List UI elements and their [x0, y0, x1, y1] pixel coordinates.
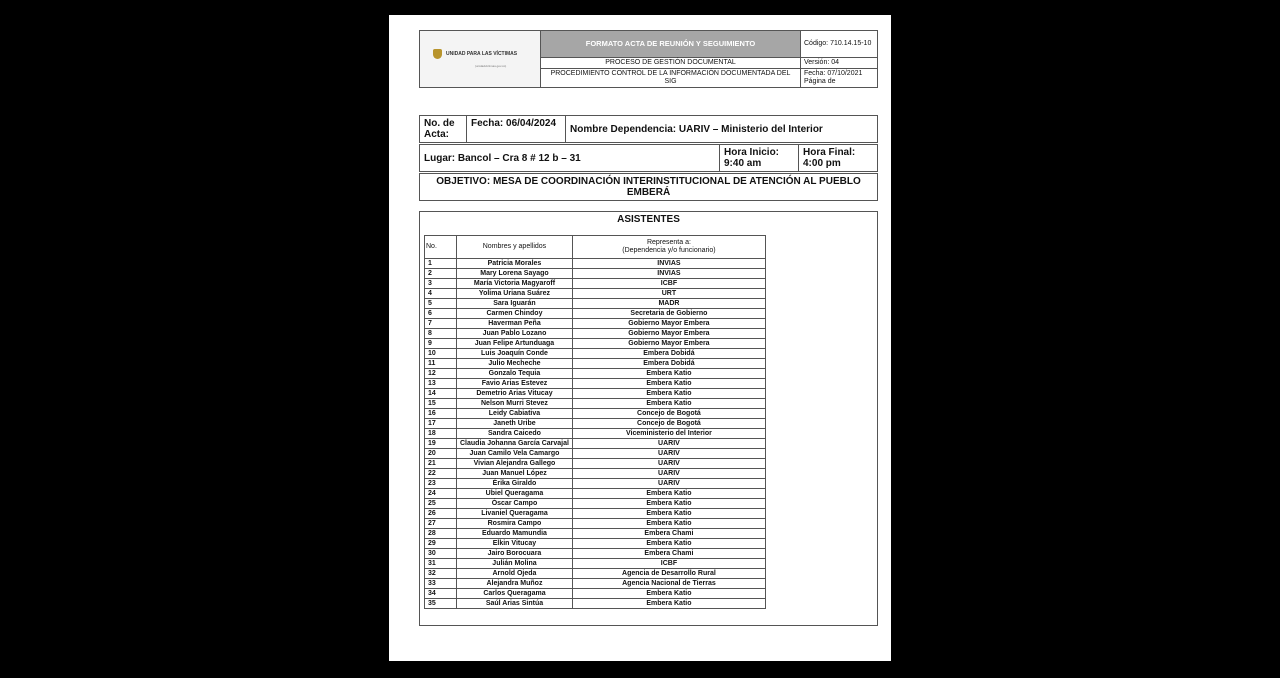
attendee-number: 7: [425, 319, 457, 329]
attendee-name: Carlos Queragama: [457, 589, 573, 599]
attendee-name: Juan Pablo Lozano: [457, 329, 573, 339]
page-number: Página de: [804, 78, 836, 85]
table-row: [425, 479, 766, 489]
attendee-name: Érika Giraldo: [457, 479, 573, 489]
attendee-name: Demetrio Arias Vitucay: [457, 389, 573, 399]
table-row: [425, 429, 766, 439]
attendee-name: Alejandra Muñoz: [457, 579, 573, 589]
attendee-represents: UARIV: [572, 459, 765, 469]
table-row: [425, 279, 766, 289]
table-row: [425, 409, 766, 419]
attendee-number: 31: [425, 559, 457, 569]
attendee-number: 27: [425, 519, 457, 529]
document-header: [419, 30, 878, 94]
attendee-number: 9: [425, 339, 457, 349]
attendee-name: Yolima Uriana Suárez: [457, 289, 573, 299]
attendee-number: 8: [425, 329, 457, 339]
attendee-represents: Embera Chami: [572, 529, 765, 539]
table-row: [425, 489, 766, 499]
form-date-page: [801, 69, 878, 88]
attendee-name: Claudia Johanna García Carvajal: [457, 439, 573, 449]
attendee-number: 14: [425, 389, 457, 399]
attendee-name: Eduardo Mamundia: [457, 529, 573, 539]
table-row: [425, 539, 766, 549]
attendee-represents: URT: [572, 289, 765, 299]
attendees-section: [419, 211, 878, 626]
attendee-represents: UARIV: [572, 449, 765, 459]
logo-subtext: (unidadvictimas.gov.co): [475, 63, 507, 68]
attendee-number: 30: [425, 549, 457, 559]
attendee-represents: Gobierno Mayor Embera: [572, 329, 765, 339]
attendee-number: 15: [425, 399, 457, 409]
table-row: [425, 299, 766, 309]
form-title: FORMATO ACTA DE REUNIÓN Y SEGUIMIENTO: [541, 31, 801, 58]
attendee-represents: Agencia Nacional de Tierras: [572, 579, 765, 589]
attendee-number: 13: [425, 379, 457, 389]
table-row: [425, 549, 766, 559]
table-row: [425, 579, 766, 589]
attendee-number: 23: [425, 479, 457, 489]
table-row: [425, 519, 766, 529]
procedure-name: PROCEDIMIENTO CONTROL DE LA INFORMACIÓN DOCUMENTADA DEL SIG: [541, 69, 801, 88]
attendee-name: Saúl Arias Sintúa: [457, 599, 573, 609]
col-represents-header: [572, 236, 765, 259]
attendee-name: Arnold Ojeda: [457, 569, 573, 579]
attendee-represents: Gobierno Mayor Embera: [572, 319, 765, 329]
attendee-number: 34: [425, 589, 457, 599]
attendee-name: Juan Felipe Artunduaga: [457, 339, 573, 349]
attendees-title: ASISTENTES: [617, 214, 680, 225]
attendee-name: Ubiel Queragama: [457, 489, 573, 499]
table-row: [425, 319, 766, 329]
attendee-name: Julián Molina: [457, 559, 573, 569]
attendee-number: 20: [425, 449, 457, 459]
table-row: [425, 419, 766, 429]
attendee-name: Jairo Borocuara: [457, 549, 573, 559]
form-date: Fecha: 07/10/2021: [804, 70, 863, 77]
table-row: [425, 359, 766, 369]
attendee-name: Juan Camilo Vela Camargo: [457, 449, 573, 459]
attendee-represents: Secretaria de Gobierno: [572, 309, 765, 319]
acta-number: No. de Acta:: [420, 116, 467, 143]
attendee-number: 11: [425, 359, 457, 369]
attendee-name: Carmen Chindoy: [457, 309, 573, 319]
attendee-number: 4: [425, 289, 457, 299]
form-version: Versión: 04: [801, 58, 878, 69]
col-number-header: No.: [425, 236, 457, 259]
attendee-represents: Embera Katio: [572, 389, 765, 399]
attendee-name: Janeth Uribe: [457, 419, 573, 429]
table-row: [425, 459, 766, 469]
attendee-name: Elkin Vitucay: [457, 539, 573, 549]
attendee-represents: UARIV: [572, 439, 765, 449]
col-represents-label: Representa a:: [646, 239, 691, 246]
attendee-number: 24: [425, 489, 457, 499]
attendee-represents: INVIAS: [572, 269, 765, 279]
attendee-number: 17: [425, 419, 457, 429]
attendee-name: Haverman Peña: [457, 319, 573, 329]
attendee-number: 6: [425, 309, 457, 319]
acta-info: [419, 115, 878, 172]
attendee-name: Livaniel Queragama: [457, 509, 573, 519]
table-row: [425, 289, 766, 299]
attendee-represents: Embera Dobidá: [572, 349, 765, 359]
attendee-name: Sara Iguarán: [457, 299, 573, 309]
attendee-name: Juan Manuel López: [457, 469, 573, 479]
attendee-represents: Embera Chami: [572, 549, 765, 559]
attendee-number: 32: [425, 569, 457, 579]
table-row: [425, 449, 766, 459]
attendee-represents: ICBF: [572, 279, 765, 289]
logo-text: UNIDAD PARA LAS VÍCTIMAS: [446, 50, 518, 57]
attendee-represents: Agencia de Desarrollo Rural: [572, 569, 765, 579]
attendee-represents: ICBF: [572, 559, 765, 569]
table-row: [425, 329, 766, 339]
end-time: Hora Final: 4:00 pm: [799, 145, 878, 172]
form-code: Código: 710.14.15-10: [801, 31, 878, 58]
table-row: [425, 439, 766, 449]
process-name: PROCESO DE GESTIÓN DOCUMENTAL: [541, 58, 801, 69]
col-name-header: Nombres y apellidos: [457, 236, 573, 259]
table-row: [425, 499, 766, 509]
attendee-represents: Gobierno Mayor Embera: [572, 339, 765, 349]
attendee-number: 25: [425, 499, 457, 509]
attendee-number: 22: [425, 469, 457, 479]
attendee-number: 1: [425, 259, 457, 269]
table-row: [425, 559, 766, 569]
attendee-name: Julio Mecheche: [457, 359, 573, 369]
attendee-represents: Embera Katio: [572, 539, 765, 549]
table-row: [425, 269, 766, 279]
attendee-number: 3: [425, 279, 457, 289]
attendee-represents: Embera Katio: [572, 519, 765, 529]
table-row: [425, 309, 766, 319]
table-row: [425, 509, 766, 519]
attendee-name: Patricia Morales: [457, 259, 573, 269]
attendees-table: [424, 235, 766, 609]
attendee-represents: UARIV: [572, 479, 765, 489]
attendee-name: María Victoria Magyaroff: [457, 279, 573, 289]
attendee-represents: Embera Katio: [572, 399, 765, 409]
attendee-number: 16: [425, 409, 457, 419]
meeting-objective: OBJETIVO: MESA DE COORDINACIÓN INTERINSTITUCIONAL DE ATENCIÓN AL PUEBLO EMBERÁ: [419, 173, 878, 201]
table-row: [425, 259, 766, 269]
attendee-number: 19: [425, 439, 457, 449]
attendee-name: Favio Arias Estevez: [457, 379, 573, 389]
attendee-number: 26: [425, 509, 457, 519]
attendee-number: 12: [425, 369, 457, 379]
attendee-number: 33: [425, 579, 457, 589]
table-row: [425, 599, 766, 609]
attendee-name: Óscar Campo: [457, 499, 573, 509]
attendee-represents: Embera Katio: [572, 509, 765, 519]
table-row: [425, 349, 766, 359]
document-page: [389, 15, 891, 661]
attendee-name: Luis Joaquín Conde: [457, 349, 573, 359]
attendee-represents: Embera Dobidá: [572, 359, 765, 369]
attendee-represents: Embera Katio: [572, 379, 765, 389]
attendee-represents: Embera Katio: [572, 499, 765, 509]
attendee-name: Leidy Cabiativa: [457, 409, 573, 419]
table-row: [425, 469, 766, 479]
attendee-number: 10: [425, 349, 457, 359]
coat-of-arms-icon: [433, 49, 442, 59]
table-row: [425, 569, 766, 579]
attendee-represents: Concejo de Bogotá: [572, 409, 765, 419]
table-row: [425, 589, 766, 599]
attendee-represents: Embera Katio: [572, 599, 765, 609]
attendee-name: Rosmira Campo: [457, 519, 573, 529]
attendee-name: Sandra Caicedo: [457, 429, 573, 439]
attendee-number: 5: [425, 299, 457, 309]
acta-date: Fecha: 06/04/2024: [467, 116, 566, 143]
attendee-represents: Embera Katio: [572, 369, 765, 379]
meeting-place: Lugar: Bancol – Cra 8 # 12 b – 31: [420, 145, 720, 172]
attendee-number: 21: [425, 459, 457, 469]
attendee-number: 2: [425, 269, 457, 279]
table-row: [425, 529, 766, 539]
logo-cell: [420, 31, 541, 88]
table-row: [425, 369, 766, 379]
attendee-number: 35: [425, 599, 457, 609]
attendee-number: 18: [425, 429, 457, 439]
attendee-represents: MADR: [572, 299, 765, 309]
attendee-number: 28: [425, 529, 457, 539]
attendee-represents: Embera Katio: [572, 589, 765, 599]
attendee-name: Nelson Murri Stevez: [457, 399, 573, 409]
attendee-represents: Viceministerio del Interior: [572, 429, 765, 439]
table-row: [425, 399, 766, 409]
attendee-name: Vivian Alejandra Gallego: [457, 459, 573, 469]
attendee-name: Mary Lorena Sayago: [457, 269, 573, 279]
dependency-name: Nombre Dependencia: UARIV – Ministerio del Interior: [566, 116, 878, 143]
col-represents-sub: (Dependencia y/o funcionario): [622, 247, 716, 254]
start-time: Hora Inicio: 9:40 am: [720, 145, 799, 172]
table-row: [425, 339, 766, 349]
attendee-number: 29: [425, 539, 457, 549]
attendee-represents: Embera Katio: [572, 489, 765, 499]
attendee-represents: INVIAS: [572, 259, 765, 269]
attendee-represents: UARIV: [572, 469, 765, 479]
attendee-name: Gonzalo Tequia: [457, 369, 573, 379]
attendee-represents: Concejo de Bogotá: [572, 419, 765, 429]
table-row: [425, 389, 766, 399]
table-row: [425, 379, 766, 389]
